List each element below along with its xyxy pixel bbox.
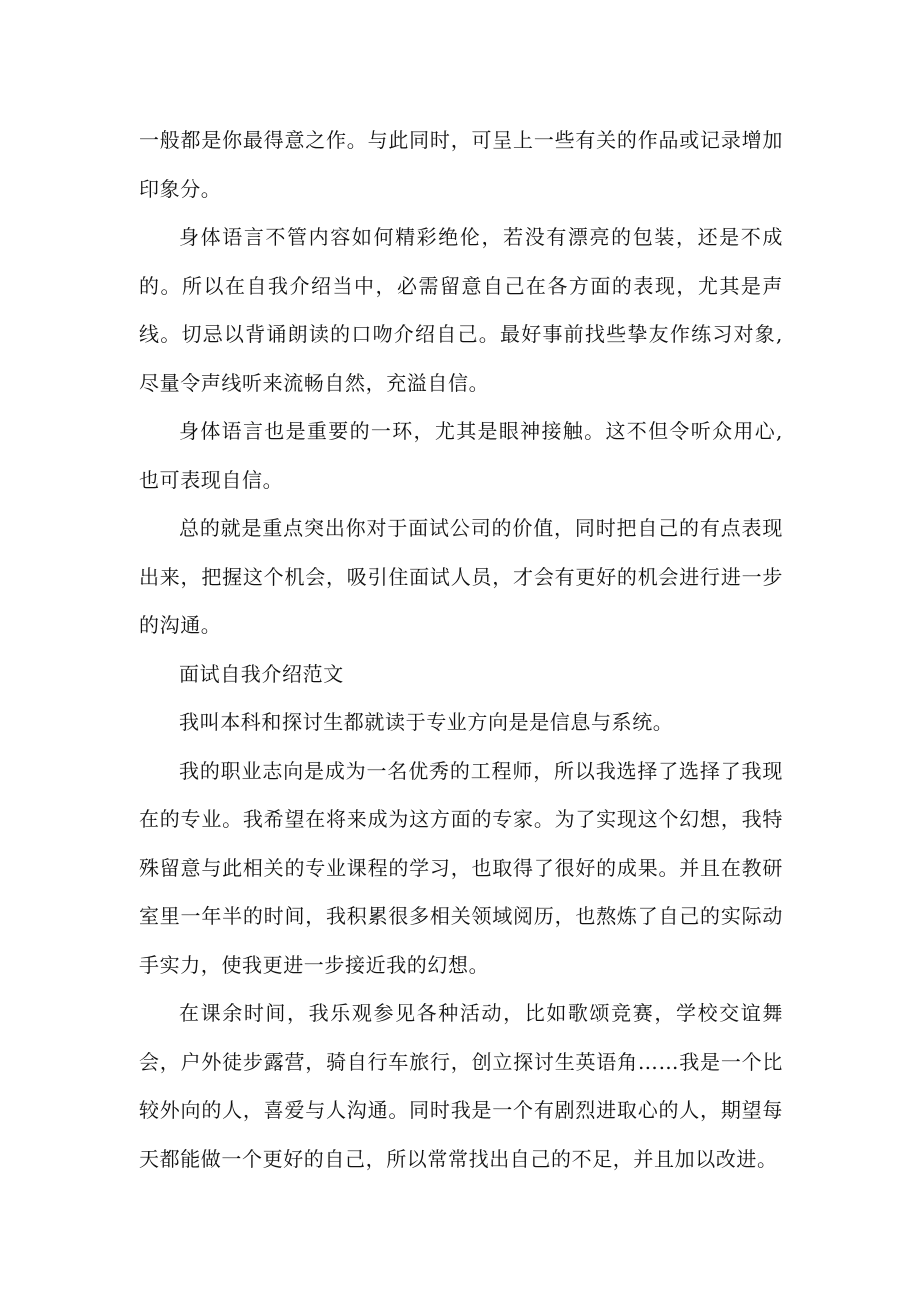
paragraph-intro: 我叫本科和探讨生都就读于专业方向是是信息与系统。 (179, 710, 674, 734)
document-body (139, 116, 783, 1183)
paragraph-summary: 总的就是重点突出你对于面试公司的价值，同时把自己的有点表现出来，把握这个机会，吸引住面试人员，才会有更好的机会进行进一步的沟通。 (139, 516, 783, 637)
paragraph-activities: 在课余时间，我乐观参见各种活动，比如歌颂竞赛，学校交谊舞会，户外徒步露营，骑自行车旅行，创立探讨生英语角……我是一个比较外向的人，喜爱与人沟通。同时我是一个有剧烈进取心的人，期望每天都能做一个更好的自己，所以常常找出自己的不足，并且加以改进。 (139, 1001, 783, 1171)
paragraph-eye-contact: 身体语言也是重要的一环，尤其是眼神接触。这不但令听众用心,也可表现自信。 (139, 419, 783, 492)
section-heading: 面试自我介绍范文 (179, 661, 344, 686)
paragraph-continuation: 一般都是你最得意之作。与此同时，可呈上一些有关的作品或记录增加印象分。 (139, 128, 783, 201)
paragraph-career-goal: 我的职业志向是成为一名优秀的工程师，所以我选择了选择了我现在的专业。我希望在将来成为这方面的专家。为了实现这个幻想，我特殊留意与此相关的专业课程的学习，也取得了很好的成果。并且在教研室里一年半的时间，我积累很多相关领域阅历，也熬炼了自己的实际动手实力，使我更进一步接近我的幻想。 (139, 758, 783, 977)
paragraph-body-language: 身体语言不管内容如何精彩绝伦，若没有漂亮的包装，还是不成的。所以在自我介绍当中，必需留意自己在各方面的表现，尤其是声线。切忌以背诵朗读的口吻介绍自己。最好事前找些挚友作练习对象,尽量令声线听来流畅自然，充溢自信。 (139, 225, 783, 395)
